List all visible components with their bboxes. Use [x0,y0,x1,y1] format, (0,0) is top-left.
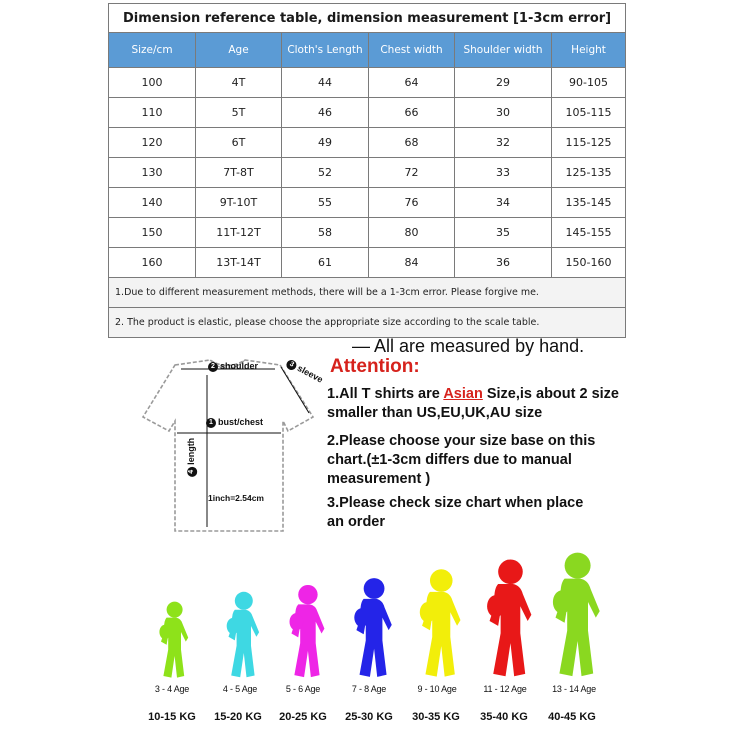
cell: 100 [109,68,196,98]
cell: 29 [455,68,552,98]
table-row [109,158,626,188]
cell: 110 [109,98,196,128]
note-2: 2. The product is elastic, please choose the appropriate size according to the scale table. [109,308,626,338]
cell: 32 [455,128,552,158]
cell: 58 [282,218,369,248]
bust-label [206,417,263,428]
cell: 61 [282,248,369,278]
number-4-icon: 4 [187,467,197,477]
cell: 68 [369,128,455,158]
cell: 5T [196,98,282,128]
attention-point-1 [327,385,627,423]
cell: 46 [282,98,369,128]
table-title: Dimension reference table, dimension measurement [1-3cm error] [109,4,626,33]
kid-silhouette-6 [478,557,538,680]
age-label: 7 - 8 Age [351,684,387,694]
point-1-text-a: 1.All T shirts are [327,386,444,402]
cell: 150 [109,218,196,248]
cell: 130 [109,158,196,188]
kid-silhouette-1 [153,600,193,680]
shoulder-text: shoulder [220,361,259,371]
bust-text: bust/chest [218,417,264,427]
cell: 34 [455,188,552,218]
cell: 140 [109,188,196,218]
age-label: 3 - 4 Age [154,684,190,694]
inch-conversion: 1inch=2.54cm [208,493,264,503]
cell: 160 [109,248,196,278]
header-height: Height [552,33,626,68]
cell: 30 [455,98,552,128]
point-1-text-b: Size,is about 2 size smaller than US,EU,UK,AU size [327,386,619,421]
age-label: 4 - 5 Age [222,684,258,694]
cell: 125-135 [552,158,626,188]
attention-title: Attention: [330,356,420,377]
table-row [109,128,626,158]
weight-label: 25-30 KG [345,711,393,723]
weight-label: 30-35 KG [412,711,460,723]
cell: 4T [196,68,282,98]
header-chest: Chest width [369,33,455,68]
measured-by-hand-text: — All are measured by hand. [352,336,585,356]
cell: 80 [369,218,455,248]
cell: 76 [369,188,455,218]
cell: 64 [369,68,455,98]
cell: 135-145 [552,188,626,218]
tshirt-diagram [135,355,320,540]
header-age: Age [196,33,282,68]
age-label: 9 - 10 Age [417,684,457,694]
sleeve-text: sleeve [295,362,325,385]
table-row [109,188,626,218]
weight-label: 20-25 KG [279,711,327,723]
header-length: Cloth's Length [282,33,369,68]
cell: 66 [369,98,455,128]
cell: 120 [109,128,196,158]
kid-silhouette-2 [220,590,264,680]
cell: 55 [282,188,369,218]
header-shoulder: Shoulder width [455,33,552,68]
cell: 33 [455,158,552,188]
cell: 36 [455,248,552,278]
cell: 52 [282,158,369,188]
attention-point-3: 3.Please check size chart when place an order [327,495,584,530]
table-row [109,218,626,248]
table-row [109,68,626,98]
asian-word: Asian [443,386,483,402]
kid-silhouette-3 [282,583,330,680]
cell: 13T-14T [196,248,282,278]
cell: 150-160 [552,248,626,278]
length-text: length [186,437,197,465]
cell: 11T-12T [196,218,282,248]
cell: 84 [369,248,455,278]
weight-label: 40-45 KG [548,711,596,723]
length-label [186,438,197,477]
number-1-icon: 1 [206,418,216,428]
cell: 145-155 [552,218,626,248]
cell: 115-125 [552,128,626,158]
age-label: 11 - 12 Age [483,684,527,694]
cell: 9T-10T [196,188,282,218]
table-note-row [109,308,626,338]
kid-silhouette-5 [411,567,467,680]
note-1: 1.Due to different measurement methods, there will be a 1-3cm error. Please forgive me. [109,278,626,308]
cell: 6T [196,128,282,158]
header-size: Size/cm [109,33,196,68]
cell: 44 [282,68,369,98]
attention-point-2: 2.Please choose your size base on this chart.(±1-3cm differs due to manual measurement ) [327,433,596,487]
age-label: 5 - 6 Age [285,684,321,694]
table-header-row [109,33,626,68]
cell: 49 [282,128,369,158]
cell: 105-115 [552,98,626,128]
number-2-icon: 2 [208,362,218,372]
kid-silhouette-4 [346,576,398,680]
weight-label: 15-20 KG [214,711,262,723]
shoulder-label [208,361,258,372]
table-row [109,248,626,278]
weight-label: 35-40 KG [480,711,528,723]
cell: 90-105 [552,68,626,98]
size-table [108,3,626,338]
number-3-icon: 3 [285,358,299,372]
table-row [109,98,626,128]
age-label: 13 - 14 Age [552,684,596,694]
weight-label: 10-15 KG [148,711,196,723]
kid-silhouette-7 [543,550,607,680]
cell: 7T-8T [196,158,282,188]
cell: 72 [369,158,455,188]
cell: 35 [455,218,552,248]
table-note-row [109,278,626,308]
